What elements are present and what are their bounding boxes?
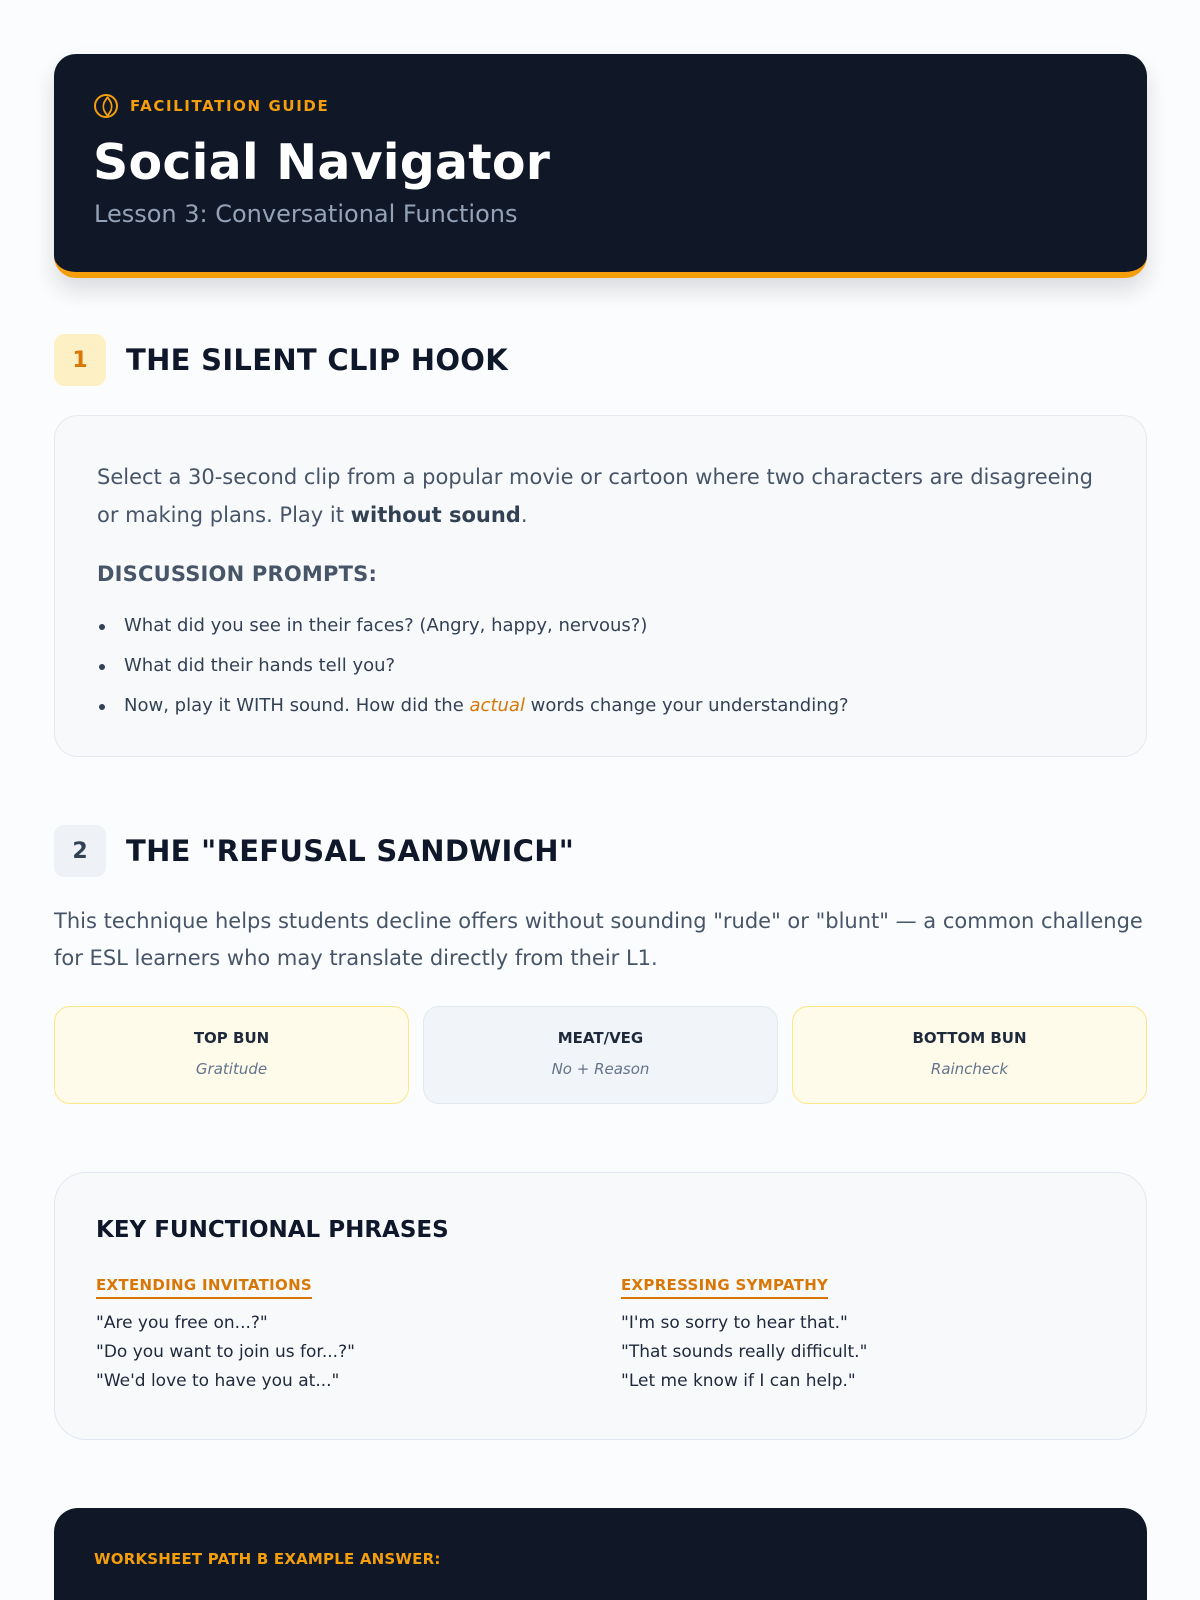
section-2-number: 2 [54,825,106,877]
page-title: Social Navigator [93,134,551,191]
refusal-sandwich-description: This technique helps students decline offers without sounding "rude" or "blunt" — a common challenge for ESL learners who may translate directly from their L1. [54,909,1143,970]
list-item: "That sounds really difficult." [621,1342,868,1362]
top-bun-card [54,1006,409,1104]
top-bun-sub: Gratitude [195,1060,268,1078]
meat-veg-label: MEAT/VEG [557,1029,644,1047]
section-1-heading [54,334,508,386]
sympathy-column [621,1275,867,1396]
meat-veg-card [423,1006,778,1104]
section-1-title: THE SILENT CLIP HOOK [126,343,509,377]
discussion-prompts-list [97,606,849,726]
intro-bold: without sound [350,503,521,527]
bottom-bun-label: BOTTOM BUN [912,1029,1027,1047]
invitations-list [96,1309,355,1396]
key-phrases-card [54,1172,1147,1440]
intro-text: Select a 30-second clip from a popular movie or cartoon where two characters are disagreeing or making plans. Play it [97,465,1094,527]
list-item: "Let me know if I can help." [621,1371,856,1391]
section-2-title: THE "REFUSAL SANDWICH" [126,834,575,868]
bottom-bun-card [792,1006,1147,1104]
intro-end: . [520,503,528,527]
list-item [97,686,849,726]
invitations-column [96,1275,355,1396]
list-item: "We'd love to have you at..." [96,1371,340,1391]
eyebrow [94,94,329,118]
worksheet-card [54,1508,1147,1600]
worksheet-title: WORKSHEET PATH B EXAMPLE ANSWER: [94,1550,441,1568]
section-2-heading [54,825,574,877]
sympathy-list [621,1309,867,1396]
prompt-3-start: Now, play it WITH sound. How did the [124,695,470,716]
key-phrases-title: KEY FUNCTIONAL PHRASES [96,1217,449,1243]
compass-icon [94,94,118,118]
top-bun-label: TOP BUN [193,1029,270,1047]
silent-clip-intro [97,458,1107,534]
sympathy-heading: EXPRESSING SYMPATHY [621,1276,828,1299]
meat-veg-sub: No + Reason [551,1060,650,1078]
list-item: What did their hands tell you? [97,646,849,686]
invitations-heading: EXTENDING INVITATIONS [96,1276,312,1299]
silent-clip-card [54,415,1147,757]
list-item: What did you see in their faces? (Angry, happy, nervous?) [97,606,849,646]
page-subtitle: Lesson 3: Conversational Functions [94,200,518,228]
list-item: "Are you free on...?" [96,1313,268,1333]
header-card [54,54,1147,278]
bottom-bun-sub: Raincheck [930,1060,1009,1078]
list-item: "Do you want to join us for...?" [96,1342,355,1362]
prompt-3-emphasis: actual [469,695,525,716]
eyebrow-label: FACILITATION GUIDE [130,97,330,115]
discussion-prompts-title: DISCUSSION PROMPTS: [97,562,378,586]
list-item: "I'm so sorry to hear that." [621,1313,848,1333]
prompt-3-end: words change your understanding? [524,695,849,716]
section-1-number: 1 [54,334,106,386]
